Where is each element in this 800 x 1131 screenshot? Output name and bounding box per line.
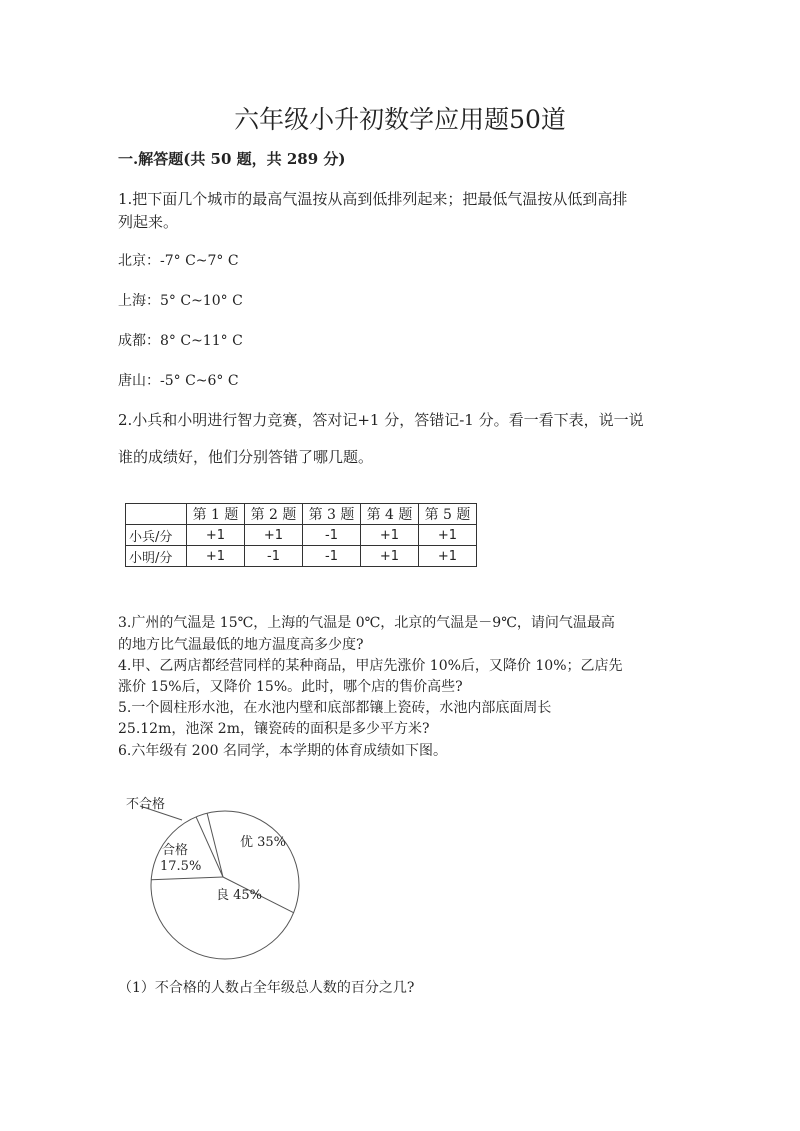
score-table xyxy=(125,503,477,567)
table-header-row xyxy=(126,504,477,525)
table-header-cell: 第 2 题 xyxy=(245,504,303,525)
label-pass: 合格 xyxy=(162,843,189,858)
table-header-cell: 第 4 题 xyxy=(361,504,419,525)
city-chengdu: 成都：8° C~11° C xyxy=(118,333,243,349)
row-label: 小明/分 xyxy=(126,546,187,567)
q3-text-line1: 3.广州的气温是 15℃，上海的气温是 0℃，北京的气温是－9℃，请问气温最高 xyxy=(118,615,615,631)
table-cell: +1 xyxy=(187,546,245,567)
table-cell: -1 xyxy=(303,525,361,546)
row-label: 小兵/分 xyxy=(126,525,187,546)
q5-text-line1: 5.一个圆柱形水池，在水池内壁和底部都镶上瓷砖，水池内部底面周长 xyxy=(118,700,552,716)
table-cell: -1 xyxy=(303,546,361,567)
q4-text-line2: 涨价 15%后，又降价 15%。此时，哪个店的售价高些? xyxy=(118,679,463,695)
label-good: 良 45% xyxy=(216,888,263,903)
label-excellent: 优 35% xyxy=(240,835,287,850)
table-cell: +1 xyxy=(419,525,477,546)
city-shanghai: 上海：5° C~10° C xyxy=(118,293,243,309)
page-title: 六年级小升初数学应用题50道 xyxy=(234,105,566,134)
q5-text-line2: 25.12m，池深 2m，镶瓷砖的面积是多少平方米? xyxy=(118,721,430,737)
q2-text-line2: 谁的成绩好，他们分别答错了哪几题。 xyxy=(118,448,374,466)
sub-question-1: （1）不合格的人数占全年级总人数的百分之几? xyxy=(118,980,415,996)
table-header-cell xyxy=(126,504,187,525)
pie-chart xyxy=(120,790,320,960)
boundary-excellent-fail xyxy=(207,813,223,877)
section-heading: 一.解答题(共 50 题，共 289 分) xyxy=(118,150,346,168)
table-row xyxy=(126,525,477,546)
table-cell: +1 xyxy=(245,525,303,546)
table-cell: +1 xyxy=(361,525,419,546)
q3-text-line2: 的地方比气温最低的地方温度高多少度? xyxy=(118,637,364,653)
boundary-good-pass xyxy=(151,877,223,880)
table-header-cell: 第 3 题 xyxy=(303,504,361,525)
table-cell: +1 xyxy=(361,546,419,567)
q6-text: 6.六年级有 200 名同学，本学期的体育成绩如下图。 xyxy=(118,743,447,759)
pie-circle xyxy=(151,811,299,959)
q1-text-line1: 1.把下面几个城市的最高气温按从高到低排列起来；把最低气温按从低到高排 xyxy=(118,190,628,208)
table-header-cell: 第 1 题 xyxy=(187,504,245,525)
q1-text-line2: 列起来。 xyxy=(118,213,179,231)
city-tangshan: 唐山：-5° C~6° C xyxy=(118,373,239,389)
table-cell: +1 xyxy=(187,525,245,546)
label-fail: 不合格 xyxy=(126,797,166,812)
q2-text-line1: 2.小兵和小明进行智力竞赛，答对记+1 分，答错记-1 分。看一看下表，说一说 xyxy=(118,411,644,429)
q4-text-line1: 4.甲、乙两店都经营同样的某种商品，甲店先涨价 10%后，又降价 10%；乙店先 xyxy=(118,658,623,674)
label-pass-percent: 17.5% xyxy=(160,859,202,874)
table-cell: +1 xyxy=(419,546,477,567)
table-header-cell: 第 5 题 xyxy=(419,504,477,525)
table-row xyxy=(126,546,477,567)
city-beijing: 北京：-7° C~7° C xyxy=(118,253,239,269)
table-cell: -1 xyxy=(245,546,303,567)
